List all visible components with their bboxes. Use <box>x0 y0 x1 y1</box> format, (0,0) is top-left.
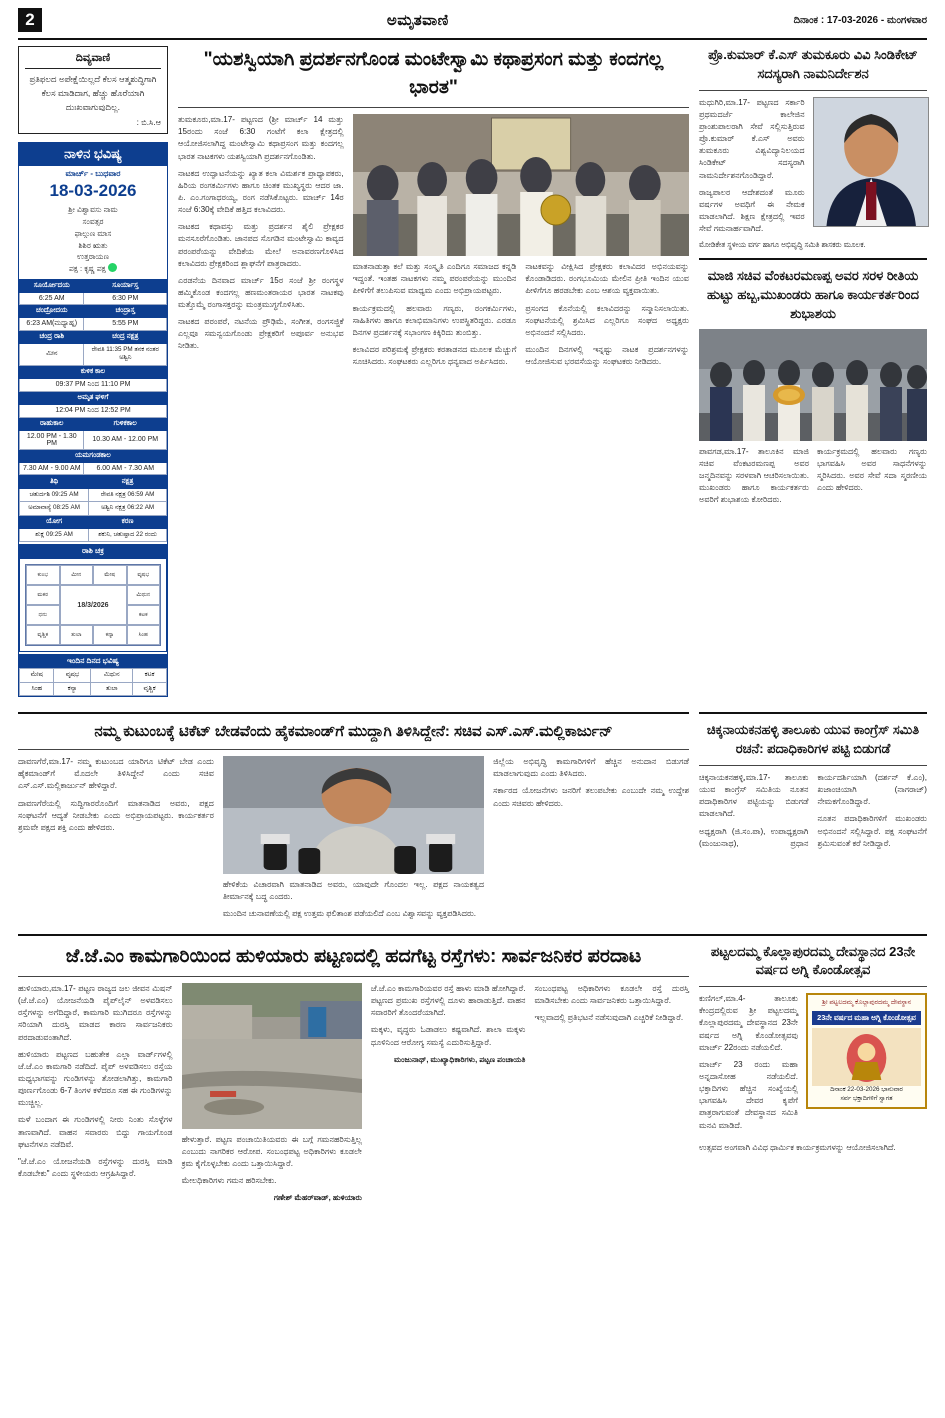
youth-congress-headline: ಚಿಕ್ಕನಾಯಕನಹಳ್ಳಿ ತಾಲೂಕು ಯುವ ಕಾಂಗ್ರೆಸ್ ಸಮಿತಿ ರಚನೆ: ಪದಾಧಿಕಾರಿಗಳ ಪಟ್ಟಿ ಬಿಡುಗಡೆ <box>706 722 920 757</box>
divider <box>178 107 689 108</box>
chakra-title: ರಾಶಿ ಚಕ್ರ <box>19 544 167 558</box>
cell: 6:23 AM(ಮಧ್ಯಾಹ್ನ) <box>20 317 84 330</box>
paragraph: ಮುಂದಿನ ದಿನಗಳಲ್ಲಿ ಇನ್ನಷ್ಟು ನಾಟಕ ಪ್ರದರ್ಶನಗಳನ್ನು ಆಯೋಜಿಸುವ ಭರವಸೆಯನ್ನು ಸಂಘಟಕರು ನೀಡಿದರು. <box>525 344 689 367</box>
panchanga-line: ಸಂವತ್ಸರ <box>82 217 104 227</box>
col-header: ಚಂದ್ರೋದಯ <box>20 304 84 317</box>
paragraph: ಹೇಳುತ್ತಾರೆ. ಪಟ್ಟಣ ಪಂಚಾಯಿತಿಯವರು ಈ ಬಗ್ಗೆ ಗಮನಹರಿಸುತ್ತಿಲ್ಲ ಎಂಬುದು ನಾಗರಿಕರ ಆರೋಪ. ಸಂಬಂಧಪಟ್ಟ ಅಧಿಕಾರಿಗಳು ಕೂಡಲೇ ಕ್ರಮ ಕೈಗೊಳ್ಳಬೇಕು ಎಂದು ಒತ್ತಾಯಿಸಿದ್ದಾರೆ. <box>181 1135 362 1169</box>
paragraph: ಸರ್ಕಾರದ ಯೋಜನೆಗಳು ಜನರಿಗೆ ತಲುಪಬೇಕು ಎಂಬುದೇ ನಮ್ಮ ಉದ್ದೇಶ ಎಂದು ಸಚಿವರು ಹೇಳಿದರು. <box>493 786 690 808</box>
cell: ಚತುರ್ದಶಿ 09:25 AM <box>20 488 89 502</box>
top-section <box>18 46 927 697</box>
road-story-col1 <box>18 983 173 1203</box>
paragraph: ಹುಳಿಯಾರು ಪಟ್ಟಣದ ಬಹುತೇಕ ಎಲ್ಲಾ ವಾರ್ಡ್‌ಗಳಲ್ಲಿ ಜೆ.ಜೆ.ಎಂ ಕಾಮಗಾರಿ ನಡೆದಿದೆ. ಪೈಪ್ ಅಳವಡಿಸಲು ರಸ್ತೆಯ ಮಧ್ಯಭಾಗವನ್ನು ಗುಂಡಿಗಳನ್ನು ತೋಡಲಾಗಿತ್ತು, ಕಾಮಗಾರಿ ಪೂರ್ಣಗೊಂಡು 6-7 ತಿಂಗಳ ಕಳೆದರೂ ಸಹ ಈ ಗುಂಡಿಗಳನ್ನು ಮುಚ್ಚಿಲ್ಲ. <box>18 1049 173 1108</box>
chakra-cell: ಮಿಥುನ <box>127 585 161 605</box>
col-header: ನಕ್ಷತ್ರ <box>89 475 167 488</box>
cell: ಮೇಷ <box>20 669 54 683</box>
cell: ಮಿಥುನ <box>91 669 133 683</box>
main-story-col1 <box>178 114 344 353</box>
table-row <box>20 343 167 365</box>
ticket-story-col1 <box>18 756 214 925</box>
col-header: ಚಂದ್ರ ನಕ್ಷತ್ರ <box>84 330 167 343</box>
paragraph: ಮಕ್ಕಳು, ವೃದ್ಧರು ಓಡಾಡಲು ಕಷ್ಟವಾಗಿದೆ. ಶಾಲಾ ಮಕ್ಕಳು ಧೂಳಿನಿಂದ ಆರೋಗ್ಯ ಸಮಸ್ಯೆ ಎದುರಿಸುತ್ತಿದ್ದಾರೆ. <box>370 1025 526 1047</box>
divyavani-sign: : ಬಿ.ಸಿ.ಆ <box>136 118 161 128</box>
middle-section <box>18 705 927 925</box>
paragraph: ಉತ್ಸವದ ಅಂಗವಾಗಿ ವಿವಿಧ ಧಾರ್ಮಿಕ ಕಾರ್ಯಕ್ರಮಗಳನ್ನು ಆಯೋಜಿಸಲಾಗಿದೆ. <box>699 1142 896 1152</box>
panchanga-line: ಶ್ರೀ ವಿಶ್ವಾವಸು ನಾಮ <box>68 205 118 215</box>
temple-advertisement <box>806 993 927 1109</box>
paragraph: ಪ್ರಸಂಗದ ಕೊನೆಯಲ್ಲಿ ಕಲಾವಿದರನ್ನು ಸನ್ಮಾನಿಸಲಾಯಿತು. ಸಂಘಟನೆಯಲ್ಲಿ ಶ್ರಮಿಸಿದ ಎಲ್ಲರಿಗೂ ಸಂಘದ ಅಧ್ಯಕ್ಷರು ಅಭಿನಂದನೆ ಸಲ್ಲಿಸಿದರು. <box>525 303 689 337</box>
divider <box>699 986 927 987</box>
temple-story-col1 <box>699 993 798 1137</box>
paragraph: ಪಾವಗಡ,ಮಾ.17- ತಾಲೂಕಿನ ಮಾಜಿ ಸಚಿವ ವೆಂಕಟರಮಣಪ್ಪ ಅವರ ಜನ್ಮದಿನವನ್ನು ಸರಳವಾಗಿ ಆಚರಿಸಲಾಯಿತು. ಮುಖಂಡರು ಹಾಗೂ ಕಾರ್ಯಕರ್ತರು ಅವರಿಗೆ ಶುಭಾಶಯ ಕೋರಿದರು. <box>699 446 809 505</box>
road-story-col3 <box>371 983 526 1203</box>
paragraph: "ಜೆ.ಜೆ.ಎಂ ಯೋಜನೆಯಡಿ ರಸ್ತೆಗಳನ್ನು ದುರಸ್ತಿ ಮಾಡಿ ಕೊಡಬೇಕು" ಎಂದು ಸ್ಥಳೀಯರು ಆಗ್ರಹಿಸಿದ್ದಾರೆ. <box>18 1156 173 1179</box>
table-row <box>20 449 167 462</box>
table-row <box>20 515 167 528</box>
page-number: 2 <box>18 8 42 32</box>
panchanga-line: ಶಿಶಿರ ಋತು <box>78 240 108 250</box>
cell: ಅಶ್ವಿನಿ ನಕ್ಷತ್ರ 06:22 AM <box>89 502 167 516</box>
divider <box>699 765 927 766</box>
panchanga-date: 18-03-2026 <box>49 181 137 201</box>
divider <box>18 934 927 936</box>
temple-story-col2 <box>699 1142 927 1154</box>
divyavani-box <box>18 46 168 134</box>
cell: 5:55 PM <box>84 317 167 330</box>
chakra-center: 18/3/2026 <box>60 585 127 625</box>
cell: ರೇವತಿ ನಕ್ಷತ್ರ 06:59 AM <box>89 488 167 502</box>
cell: ತುಲಾ <box>91 682 133 696</box>
road-photo <box>182 983 362 1129</box>
rashi-chakra <box>19 558 167 652</box>
table-row <box>20 682 167 696</box>
divider <box>18 749 689 750</box>
right-second-col2 <box>817 446 927 512</box>
col-header: ಚಂದ್ರಾಸ್ತ <box>84 304 167 317</box>
divider <box>699 90 927 91</box>
chakra-cell: ಕುಂಭ <box>26 565 60 585</box>
bottom-section <box>18 934 927 1203</box>
cell: 6.00 AM - 7.30 AM <box>84 462 167 474</box>
paragraph: ಜಿಲ್ಲೆಯ ಅಭಿವೃದ್ಧಿ ಕಾಮಗಾರಿಗಳಿಗೆ ಹೆಚ್ಚಿನ ಅನುದಾನ ಬಿಡುಗಡೆ ಮಾಡಲಾಗುವುದು ಎಂದು ತಿಳಿಸಿದರು. <box>493 757 690 779</box>
road-story-headline: ಜೆ.ಜೆ.ಎಂ ಕಾಮಗಾರಿಯಿಂದ ಹುಳಿಯಾರು ಪಟ್ಟಣದಲ್ಲಿ ಹದಗೆಟ್ಟ ರಸ್ತೆಗಳು: ಸಾರ್ವಜನಿಕರ ಪರದಾಟ <box>65 945 642 967</box>
cell: ಕನ್ಯಾ <box>54 682 91 696</box>
table-row <box>20 378 167 391</box>
panchanga-line <box>23 263 163 275</box>
table-row <box>20 391 167 404</box>
col-header: ಅಮೃತ ಘಳಿಗೆ <box>20 391 167 404</box>
paragraph: ರಾಜ್ಯಪಾಲರ ಆದೇಶದಂತೆ ಮೂರು ವರ್ಷಗಳ ಅವಧಿಗೆ ಈ ನೇಮಕ ಮಾಡಲಾಗಿದೆ. ಶಿಕ್ಷಣ ಕ್ಷೇತ್ರದಲ್ಲಿ ಇವರ ಸೇವೆ ಗಮನಾರ್ಹವಾಗಿದೆ. <box>699 187 805 234</box>
ad-top-text: ಶ್ರೀ ಪಟ್ಟಲದಮ್ಮ ಕೊಲ್ಲಾಪುರದಮ್ಮ ದೇವಸ್ಥಾನ <box>821 999 912 1007</box>
cell: 6:30 PM <box>84 292 167 304</box>
cell: ಕಟಕ <box>133 669 167 683</box>
divider <box>699 712 927 714</box>
table-row <box>20 365 167 378</box>
portrait-photo <box>813 97 929 227</box>
temple-story-headline: ಪಟ್ಟಲದಮ್ಮ ಕೊಲ್ಲಾಪುರದಮ್ಮ ದೇವಸ್ಥಾನದ 23ನೇ ವರ್ಷದ ಅಗ್ನಿ ಕೊಂಡೋತ್ಸವ <box>710 943 916 978</box>
col-header: ಚಂದ್ರ ರಾಶಿ <box>20 330 84 343</box>
col-header: ಸೂರ್ಯೋದಯ <box>20 279 84 292</box>
chakra-cell: ಕನ್ಯಾ <box>93 625 127 645</box>
panchanga-panel <box>18 166 168 697</box>
table-row <box>20 304 167 317</box>
road-byline-2: ಮಂಜುನಾಥ್, ಮುಖ್ಯಾಧಿಕಾರಿಗಳು, ಪಟ್ಟಣ ಪಂಚಾಯತಿ <box>393 1054 526 1064</box>
paragraph: ದಾವಣಗೆರೆ,ಮಾ.17- ನಮ್ಮ ಕುಟುಂಬದ ಯಾರಿಗೂ ಟಿಕೆಟ್ ಬೇಡ ಎಂದು ಹೈಕಮಾಂಡ್‌ಗೆ ಮೊದಲೇ ತಿಳಿಸಿದ್ದೇನೆ ಎಂದು ಸಚಿವ ಎಸ್.ಎಸ್.ಮಲ್ಲಿಕಾರ್ಜುನ್ ಹೇಳಿದ್ದಾರೆ. <box>18 757 214 791</box>
divider <box>699 258 927 260</box>
paragraph: ಕಾರ್ಯಕ್ರಮದಲ್ಲಿ ಹಲವಾರು ಗಣ್ಯರು ಭಾಗವಹಿಸಿ ಅವರ ಸಾಧನೆಗಳನ್ನು ಸ್ಮರಿಸಿದರು. ಅವರ ಸೇವೆ ಸದಾ ಸ್ಮರಣೀಯ ಎಂದು ಹೇಳಿದರು. <box>817 446 927 492</box>
chakra-cell: ಧನು <box>26 605 60 625</box>
cell: ಶಕುನಿ, ಚತುಷ್ಪಾದ 22 ರಂದು <box>89 528 167 542</box>
masthead-date: ದಿನಾಂಕ : 17-03-2026 - ಮಂಗಳವಾರ <box>793 14 927 26</box>
paragraph: ಇಲ್ಲವಾದಲ್ಲಿ ಪ್ರತಿಭಟನೆ ನಡೆಸುವುದಾಗಿ ಎಚ್ಚರಿಕೆ ನೀಡಿದ್ದಾರೆ. <box>534 1013 684 1023</box>
divider <box>18 712 689 714</box>
road-byline-1: ಗಣೇಶ್ ಮೆಹರ್‌ವಾಡ್, ಹುಳಿಯಾರು <box>273 1192 362 1202</box>
main-story-photo <box>353 114 689 256</box>
chakra-cell: ವೃಶ್ಚಿಕ <box>26 625 60 645</box>
youth-congress-text <box>699 772 927 852</box>
paragraph: ಸಂಬಂಧಪಟ್ಟ ಅಧಿಕಾರಿಗಳು ಕೂಡಲೇ ರಸ್ತೆ ದುರಸ್ತಿ ಮಾಡಿಸಬೇಕು ಎಂದು ಸಾರ್ವಜನಿಕರು ಒತ್ತಾಯಿಸಿದ್ದಾರೆ. <box>534 984 690 1006</box>
right-second-headline: ಮಾಜಿ ಸಚಿವ ವೆಂಕಟರಮಣಪ್ಪ ಅವರ ಸರಳ ರೀತಿಯ ಹುಟ್ಟು ಹಬ್ಬ,ಮುಖಂಡರು ಹಾಗೂ ಕಾರ್ಯಕರ್ತರಿಂದ ಶುಭಾಶಯ <box>707 267 919 321</box>
right-top-caption: ಮೋಡಿಕೇತ ಸ್ಥಳೀಯ ವರ್ಗ ಹಾಗೂ ಅಭಿವೃದ್ಧಿ ಸಮಿತಿ ಶಾಸಕರು ಮೂಲಕ. <box>699 240 866 250</box>
table-row <box>20 502 167 516</box>
paragraph: ನಾಟಕದ ಪರಂಪರೆ, ನಟನೆಯ ಪ್ರೌಢಿಮೆ, ಸಂಗೀತ, ರಂಗಸಜ್ಜಿಕೆ ಎಲ್ಲವೂ ಸಮನ್ವಯಗೊಂಡು ಪ್ರೇಕ್ಷಕರಿಗೆ ಅಪೂರ್ವ ಅನುಭವ ನೀಡಿತು. <box>178 317 344 351</box>
chakra-cell: ಮೀನ <box>60 565 94 585</box>
tithi-table <box>19 475 167 543</box>
paragraph: ಅಧ್ಯಕ್ಷರಾಗಿ (ಜಿ.ಸಂ.ಪಾ), ಉಪಾಧ್ಯಕ್ಷರಾಗಿ (ಮಂಜುನಾಥ), ಪ್ರಧಾನ ಕಾರ್ಯದರ್ಶಿಯಾಗಿ (ದರ್ಶನ್ ಕೆ.ಎಂ), ಖಜಾಂಚಿಯಾಗಿ (ನಾಗರಾಜ್) ನೇಮಕಗೊಂಡಿದ್ದಾರೆ. <box>699 773 927 848</box>
cell: 12:04 PM ನಿಂದ 12:52 PM <box>20 404 167 417</box>
paragraph: ಮುಂದಿನ ಚುನಾವಣೆಯಲ್ಲಿ ಪಕ್ಷ ಉತ್ತಮ ಫಲಿತಾಂಶ ಪಡೆಯಲಿದೆ ಎಂಬ ವಿಶ್ವಾಸವನ್ನು ವ್ಯಕ್ತಪಡಿಸಿದರು. <box>222 909 477 919</box>
table-row <box>20 488 167 502</box>
ad-foot-text: ಸರ್ವ ಭಕ್ತಾದಿಗಳಿಗೆ ಸ್ವಾಗತ <box>840 1094 893 1102</box>
center-column <box>178 46 689 697</box>
table-row <box>20 279 167 292</box>
col-header: ಯೋಗ <box>20 515 89 528</box>
paragraph: ಚಿಕ್ಕನಾಯಕನಹಳ್ಳಿ,ಮಾ.17- ತಾಲೂಕು ಯುವ ಕಾಂಗ್ರೆಸ್ ಸಮಿತಿಯ ನೂತನ ಪದಾಧಿಕಾರಿಗಳ ಪಟ್ಟಿಯನ್ನು ಬಿಡುಗಡೆ ಮಾಡಲಾಗಿದೆ. <box>699 773 809 819</box>
table-row <box>20 462 167 474</box>
paragraph: ಮಧುಗಿರಿ,ಮಾ.17- ಪಟ್ಟಣದ ಸರ್ಕಾರಿ ಪ್ರಥಮದರ್ಜೆ ಕಾಲೇಜಿನ ಪ್ರಾಂಶುಪಾಲರಾಗಿ ಸೇವೆ ಸಲ್ಲಿಸುತ್ತಿರುವ ಪ್ರೊ.ಕುಮಾರ್ ಕೆ.ಎಸ್ ಅವರು ತುಮಕೂರು ವಿಶ್ವವಿದ್ಯಾನಿಲಯದ ಸಿಂಡಿಕೇಟ್ ಸದಸ್ಯರಾಗಿ ನಾಮನಿರ್ದೇಶನಗೊಂಡಿದ್ದಾರೆ. <box>699 97 805 180</box>
cell: 09:37 PM ನಿಂದ 11:10 PM <box>20 378 167 391</box>
paragraph: ಮೇಲಧಿಕಾರಿಗಳು ಗಮನ ಹರಿಸಬೇಕು. <box>181 1176 277 1186</box>
col-header: ತಿಥಿ <box>20 475 89 488</box>
right-second-col1 <box>699 446 809 512</box>
col-header: ರಾಹುಕಾಲ <box>20 417 84 430</box>
col-header: ಸೂರ್ಯಾಸ್ತ <box>84 279 167 292</box>
panchanga-lines <box>19 204 167 279</box>
paragraph: ಕುಣಿಗಲ್,ಮಾ.4- ತಾಲೂಕು ಕೇಂದ್ರದಲ್ಲಿರುವ ಶ್ರೀ ಪಟ್ಟಲದಮ್ಮ ಕೊಲ್ಲಾಪುರದಮ್ಮ ದೇವಸ್ಥಾನದ 23ನೇ ವರ್ಷದ ಅಗ್ನಿ ಕೊಂಡೋತ್ಸವವು ಮಾರ್ಚ್ 22ರಂದು ನಡೆಯಲಿದೆ. <box>699 994 798 1052</box>
cell: ಸಿಂಹ <box>20 682 54 696</box>
panchanga-line: ಉತ್ತರಾಯಣ <box>77 252 109 262</box>
paragraph: ನೂತನ ಪದಾಧಿಕಾರಿಗಳಿಗೆ ಮುಖಂಡರು ಅಭಿನಂದನೆ ಸಲ್ಲಿಸಿದ್ದಾರೆ. ಪಕ್ಷ ಸಂಘಟನೆಗೆ ಶ್ರಮಿಸುವಂತೆ ಕರೆ ನೀಡಿದ್ದಾರೆ. <box>817 814 927 848</box>
table-row <box>20 528 167 542</box>
cell: ಮೀನ <box>20 343 84 365</box>
right-column <box>699 46 927 697</box>
masthead <box>18 0 927 40</box>
table-row <box>20 669 167 683</box>
road-story-col4 <box>534 983 689 1203</box>
panchanga-paksha: ಪಕ್ಷ : ಕೃಷ್ಣ ಪಕ್ಷ <box>68 264 106 274</box>
press-meet-photo <box>223 756 484 874</box>
paragraph: ಜೆ.ಜೆ.ಎಂ ಕಾಮಗಾರಿಯವರ ರಸ್ತೆ ಹಾಳು ಮಾಡಿ ಹೋಗಿದ್ದಾರೆ. ಪಟ್ಟಣದ ಪ್ರಮುಖ ರಸ್ತೆಗಳಲ್ಲಿ ದೂಳು ಹಾರಾಡುತ್ತಿದೆ. ವಾಹನ ಸವಾರರಿಗೆ ತೊಂದರೆಯಾಗಿದೆ. <box>370 984 526 1018</box>
paper-name: ಅಮೃತವಾಣಿ <box>386 11 449 29</box>
daily-forecast-title: ಇಂದಿನ ದಿನದ ಭವಿಷ್ಯ <box>19 654 167 668</box>
whatsapp-icon[interactable] <box>108 263 117 272</box>
chakra-cell: ತುಲಾ <box>60 625 94 645</box>
paragraph: ಎರಡನೆಯ ದಿನವಾದ ಮಾರ್ಚ್ 15ರ ಸಂಜೆ ಶ್ರೀ ರಂಗಸ್ಥಳ ಹಮ್ಮಿಕೊಂಡ ಕಂದಗಲ್ಲ ಹಣಮಂತರಾಯರ ಭಾರತ ನಾಟಕವು ಮತ್ತೊಮ್ಮೆ ರಂಗಾಸಕ್ತರನ್ನು ಮಂತ್ರಮುಗ್ಧಗೊಳಿಸಿತು. <box>178 275 344 310</box>
col-header: ಕುಳಿಕ ಕಾಲ <box>20 365 167 378</box>
paragraph: ತುಮಕೂರು,ಮಾ.17- ಪಟ್ಟಣದ (ಶ್ರೀ ಮಾರ್ಚ್ 14 ಮತ್ತು 15ರಂದು ಸಂಜೆ 6:30 ಗಂಟೆಗೆ ಕಲಾ ಕ್ಷೇತ್ರದಲ್ಲಿ ಆಯೋಜಿಸಲಾಗಿದ್ದ ಮಂಟೇಸ್ವಾಮಿ ಕಥಾಪ್ರಸಂಗ ಮತ್ತು ಕಂದಗಲ್ಲ ಭಾರತ ನಾಟಕಗಳು ಯಶಸ್ವಿಯಾಗಿ ಪ್ರದರ್ಶನಗೊಂಡಿತು. <box>178 115 344 161</box>
cell: ಶುಕ್ಲ 09:25 AM <box>20 528 89 542</box>
cell: 6:25 AM <box>20 292 84 304</box>
paragraph: ಹೇಳಿಕೆಯ ವಿಚಾರವಾಗಿ ಮಾತನಾಡಿದ ಅವರು, ಯಾವುದೇ ಗೊಂದಲ ಇಲ್ಲ. ಪಕ್ಷದ ನಾಯಕತ್ವದ ತೀರ್ಮಾನಕ್ಕೆ ಬದ್ಧ ಎಂದರು. <box>222 880 485 902</box>
cell: 12.00 PM - 1.30 PM <box>20 430 84 449</box>
cell: 10.30 AM - 12.00 PM <box>84 430 167 449</box>
table-row <box>20 330 167 343</box>
col-header: ಗುಳಿಕಕಾಲ <box>84 417 167 430</box>
table-row <box>20 430 167 449</box>
table-row <box>20 417 167 430</box>
divider <box>18 976 689 977</box>
cell: ರೇವತಿ 11:35 PM ತನಕ ನಂತರ ಅಶ್ವಿನಿ <box>84 343 167 365</box>
table-row <box>20 317 167 330</box>
paragraph: ಮಾತನಾಡುತ್ತಾ ಕಲೆ ಮತ್ತು ಸಂಸ್ಕೃತಿ ಎಂದಿಗೂ ಸಮಾಜದ ಕನ್ನಡಿ ಇದ್ದಂತೆ. ಇಂತಹ ನಾಟಕಗಳು ನಮ್ಮ ಪರಂಪರೆಯನ್ನು ಮುಂದಿನ ಪೀಳಿಗೆಗೆ ತಲುಪಿಸುವ ಮಾಧ್ಯಮ ಎಂದು ಅಭಿಪ್ರಾಯಪಟ್ಟರು. <box>352 262 517 296</box>
table-row <box>20 292 167 304</box>
chakra-cell: ಸಿಂಹ <box>127 625 161 645</box>
ticket-story-col2 <box>223 879 484 920</box>
panchanga-header: ನಾಳಿನ ಭವಿಷ್ಯ <box>18 142 168 166</box>
panchanga-sub: ಮಾರ್ಚ್ - ಬುಧವಾರ <box>65 169 121 179</box>
ad-banner-text: 23ನೇ ವರ್ಷದ ಮಹಾ ಅಗ್ನಿ ಕೊಂಡೋತ್ಸವ <box>812 1011 921 1025</box>
paragraph: ದಾವಣಗೆರೆಯಲ್ಲಿ ಸುದ್ದಿಗಾರರೊಂದಿಗೆ ಮಾತನಾಡಿದ ಅವರು, ಪಕ್ಷದ ಸಂಘಟನೆಗೆ ಆದ್ಯತೆ ನೀಡಬೇಕು ಎಂದು ಅಭಿಪ್ರಾಯಪಟ್ಟರು. ಕಾರ್ಯಕರ್ತರ ಶ್ರಮವೇ ಪಕ್ಷದ ಶಕ್ತಿ ಎಂದು ಹೇಳಿದರು. <box>18 798 214 832</box>
daily-forecast-table <box>19 668 167 696</box>
paragraph: ಹುಳಿಯಾರು,ಮಾ.17- ಪಟ್ಟಣ ರಾಜ್ಯದ ಜಲ ಜೀವನ ಮಿಷನ್ (ಜೆ.ಜೆ.ಎಂ) ಯೋಜನೆಯಡಿ ಪೈಪ್‌ಲೈನ್ ಅಳವಡಿಸಲು ರಸ್ತೆಗಳನ್ನು ಅಗೆದಿದ್ದಾರೆ, ಕಾಮಗಾರಿ ಮುಗಿದರೂ ರಸ್ತೆಗಳನ್ನು ಸರಿಯಾಗಿ ದುರಸ್ತಿ ಮಾಡದ ಕಾರಣ ಸಾರ್ವಜನಿಕರು ಪರದಾಡುವಂತಾಗಿದೆ. <box>18 984 173 1042</box>
chakra-grid <box>25 564 161 646</box>
paragraph: ಮಳೆ ಬಂದಾಗ ಈ ಗುಂಡಿಗಳಲ್ಲಿ ನೀರು ನಿಂತು ಸೊಳ್ಳೆಗಳ ತಾಣವಾಗಿದೆ. ವಾಹನ ಸವಾರರು ಬಿದ್ದು ಗಾಯಗೊಂಡ ಘಟನೆಗಳೂ ನಡೆದಿವೆ. <box>18 1115 173 1149</box>
table-row <box>20 404 167 417</box>
paragraph: ನಾಟಕದ ಕಥಾವಸ್ತು ಮತ್ತು ಪ್ರದರ್ಶನ ಶೈಲಿ ಪ್ರೇಕ್ಷಕರ ಮನಸೂರೆಗೊಂಡಿತು. ಜಾನಪದ ಸೊಗಡಿನ ಮಂಟೇಸ್ವಾಮಿ ಕಾವ್ಯದ ಪರಂಪರೆಯನ್ನು ವೇದಿಕೆಯ ಮೇಲೆ ಅನಾವರಣಗೊಳಿಸಿದ ಕಲಾವಿದರು ಪ್ರೇಕ್ಷಕರಿಂದ ಶ್ಲಾಘನೆಗೆ ಪಾತ್ರರಾದರು. <box>178 222 344 268</box>
cell: ವೃಶ್ಚಿಕ <box>133 682 167 696</box>
road-story-col2 <box>182 1134 362 1188</box>
cell: ವೃಷಭ <box>54 669 91 683</box>
group-photo <box>699 329 927 441</box>
paragraph: ನಾಟಕದ ಉದ್ಘಾಟನೆಯನ್ನು ಖ್ಯಾತ ಕಲಾ ವಿಮರ್ಶಕ ಪ್ರಾಧ್ಯಾಪಕರು, ಹಿರಿಯ ರಂಗಕರ್ಮಿಗಳು ಹಾಗೂ ಚಿಂತಕ ಮುಖ್ಯಸ್ಥರು ಆದರ ಜಾ. ಪಿ. ಎಂ.ಗಂಗಾಧರಯ್ಯ, ರಂಗ ನಡೆಸಿಕೊಟ್ಟರು. ಮಾರ್ಚ್ 14ರ ಸಂಜೆ 6:30ಕ್ಕೆ ವೇದಿಕೆ ಹತ್ತಿದ ಕಲಾವಿದರು. <box>178 168 344 215</box>
right-top-text <box>699 97 805 241</box>
chakra-cell: ವೃಷಭ <box>127 565 161 585</box>
ad-deity-image <box>812 1028 921 1086</box>
cell: ಅಮಾವಾಸ್ಯೆ 08:25 AM <box>20 502 89 516</box>
paragraph: ನಾಟಕವನ್ನು ವೀಕ್ಷಿಸಿದ ಪ್ರೇಕ್ಷಕರು ಕಲಾವಿದರ ಅಭಿನಯವನ್ನು ಕೊಂಡಾಡಿದರು. ರಂಗಭೂಮಿಯ ಮೇಲಿನ ಪ್ರೀತಿ ಇಂದಿನ ಯುವ ಪೀಳಿಗೆಗೂ ಹರಡಬೇಕು ಎಂಬ ಆಶಯ ವ್ಯಕ್ತವಾಯಿತು. <box>525 262 689 296</box>
chakra-cell: ಮಕರ <box>26 585 60 605</box>
main-story-col3 <box>525 261 689 373</box>
paragraph: ಕಾರ್ಯಕ್ರಮದಲ್ಲಿ ಹಲವಾರು ಗಣ್ಯರು, ರಂಗಕರ್ಮಿಗಳು, ಸಾಹಿತಿಗಳು ಹಾಗೂ ಕಲಾಭಿಮಾನಿಗಳು ಉಪಸ್ಥಿತರಿದ್ದರು. ಎರಡೂ ದಿನಗಳ ಪ್ರದರ್ಶನಕ್ಕೆ ಸಭಾಂಗಣ ಕಿಕ್ಕಿರಿದು ತುಂಬಿತ್ತು. <box>352 303 517 337</box>
left-rail <box>18 46 168 697</box>
divyavani-text: ಪ್ರತಿಫಲದ ಅಪೇಕ್ಷೆಯಿಲ್ಲದೆ ಕೆಲಸ ಆತ್ಮಶುದ್ಧಿಗಾಗಿ ಕೆಲಸ ಮಾಡಿದಾಗ, ಹೆಚ್ಚು ಹೊರೆಯಾಗಿ ದುಃಖವಾಗುವುದಿಲ್ಲ. <box>29 74 157 112</box>
paragraph: ಕಲಾವಿದರ ಪರಿಶ್ರಮಕ್ಕೆ ಪ್ರೇಕ್ಷಕರು ಕರತಾಡನದ ಮೂಲಕ ಮೆಚ್ಚುಗೆ ಸೂಚಿಸಿದರು. ಸಂಘಟಕರು ಎಲ್ಲರಿಗೂ ಧನ್ಯವಾದ ಅರ್ಪಿಸಿದರು. <box>352 344 517 367</box>
chakra-cell: ಕಟಕ <box>127 605 161 625</box>
col-header: ಯಮಗಂಡಕಾಲ <box>20 449 167 462</box>
divyavani-title: ದಿವ್ಯವಾಣಿ <box>25 52 161 69</box>
table-row <box>20 475 167 488</box>
main-story-col2 <box>353 261 517 373</box>
panchanga-line: ಫಾಲ್ಗುಣ ಮಾಸ <box>74 228 112 238</box>
panchanga-table <box>19 279 167 475</box>
ad-date-text: ದಿನಾಂಕ 22-03-2026 ಭಾನುವಾರ <box>830 1085 903 1093</box>
ticket-story-headline: ನಮ್ಮ ಕುಟುಂಬಕ್ಕೆ ಟಿಕೆಟ್ ಬೇಡವೆಂದು ಹೈಕಮಾಂಡ್‌ಗೆ ಮುದ್ದಾಗಿ ತಿಳಿಸಿದ್ದೇನೆ: ಸಚಿವ ಎಸ್.ಎಸ್.ಮಲ್ಲಿಕಾರ್ಜುನ್ <box>94 723 613 741</box>
col-header: ಕರಣ <box>89 515 167 528</box>
chakra-cell: ಮೇಷ <box>93 565 127 585</box>
paragraph: ಮಾರ್ಚ್ 23 ರಂದು ಮಹಾ ಅನ್ನದಾಸೋಹ ನಡೆಯಲಿದೆ. ಭಕ್ತಾದಿಗಳು ಹೆಚ್ಚಿನ ಸಂಖ್ಯೆಯಲ್ಲಿ ಭಾಗವಹಿಸಿ ದೇವರ ಕೃಪೆಗೆ ಪಾತ್ರರಾಗುವಂತೆ ದೇವಸ್ಥಾನದ ಸಮಿತಿ ಮನವಿ ಮಾಡಿದೆ. <box>699 1059 798 1130</box>
cell: 7.30 AM - 9.00 AM <box>20 462 84 474</box>
right-top-headline: ಪ್ರೊ.ಕುಮಾರ್ ಕೆ.ಎಸ್ ತುಮಕೂರು ವಿವಿ ಸಿಂಡಿಕೇಟ್ ಸದಸ್ಯರಾಗಿ ನಾಮನಿರ್ದೇಶನ <box>708 47 918 81</box>
main-headline: "ಯಶಸ್ವಿಯಾಗಿ ಪ್ರದರ್ಶನಗೊಂಡ ಮಂಟೇಸ್ವಾಮಿ ಕಥಾಪ್ರಸಂಗ ಮತ್ತು ಕಂದಗಲ್ಲ ಭಾರತ" <box>203 49 664 98</box>
ticket-story-col3 <box>493 756 689 925</box>
